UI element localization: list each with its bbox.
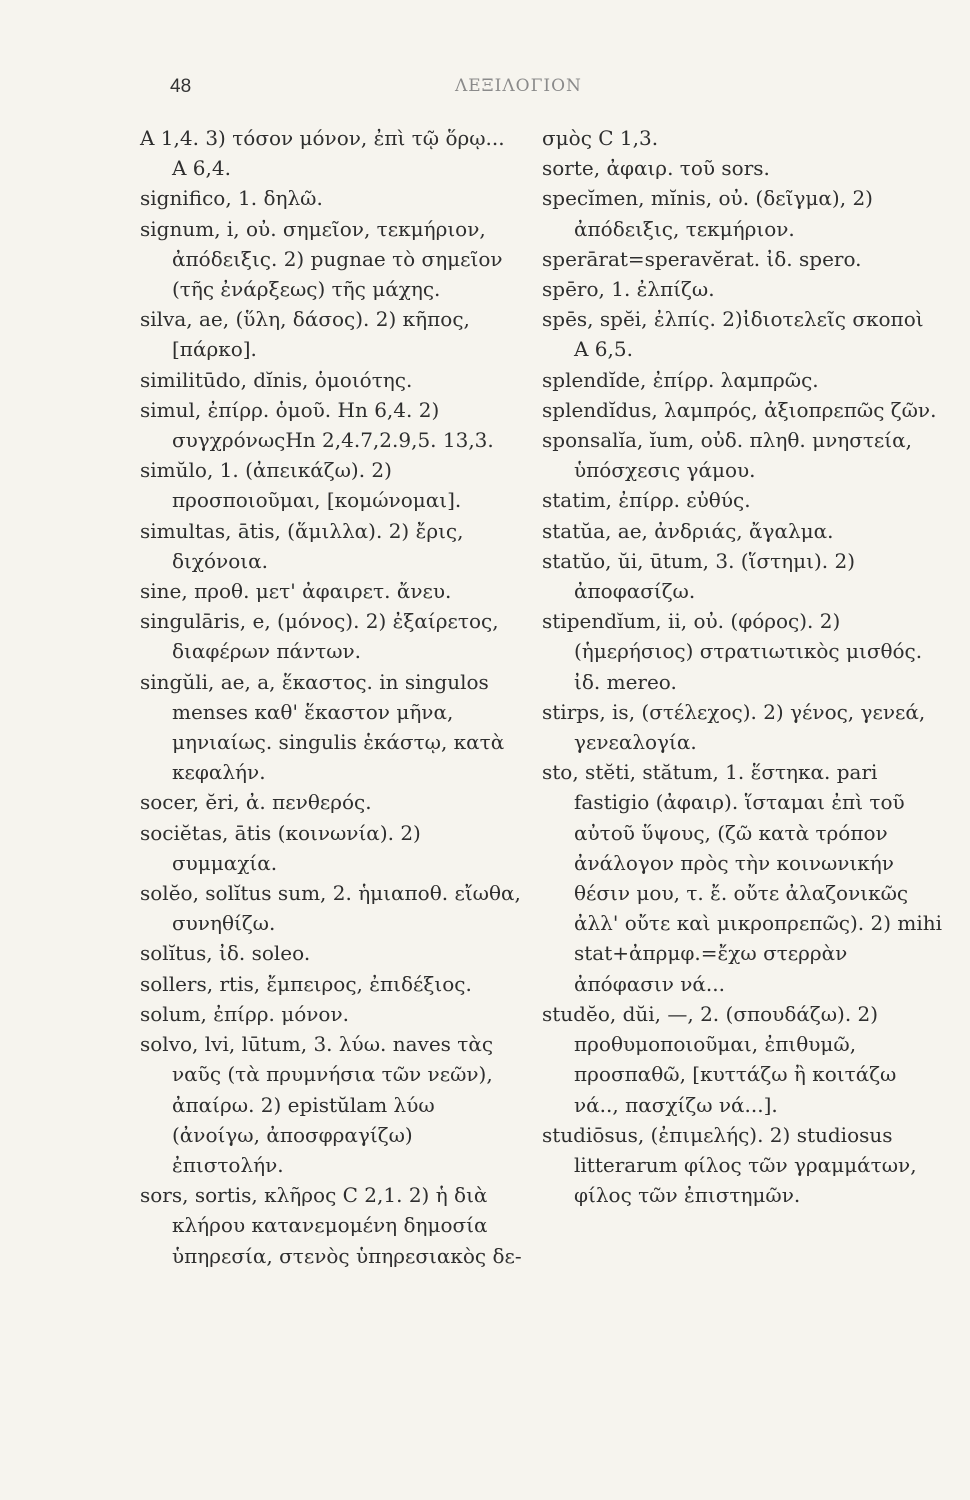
entry: sperārat=speravĕrat. ἰδ. spero. xyxy=(542,246,862,271)
entry: statŭa, ae, ἀνδριάς, ἄγαλμα. xyxy=(542,518,834,543)
entry: σμὸς C 1,3. xyxy=(542,126,659,150)
entry: solĕo, solĭtus sum, 2. ἡμιαποθ. εἴωθα, συνηθίζω. xyxy=(140,881,521,936)
left-column xyxy=(140,123,525,1271)
entry: Α 1,4. 3) τόσον μόνον, ἐπὶ τῷ ὅρῳ... Α 6,4. xyxy=(140,126,505,181)
entry: specĭmen, mĭnis, οὐ. (δεῖγμα), 2) ἀπόδειξις, τεκμήριον. xyxy=(542,186,873,241)
entry: solum, ἐπίρρ. μόνον. xyxy=(140,1001,349,1026)
entry: sollers, rtis, ἔμπειρος, ἐπιδέξιος. xyxy=(140,971,472,996)
entry: sto, stĕti, stătum, 1. ἕστηκα. pari fastigio (ἀφαιρ). ἵσταμαι ἐπὶ τοῦ αὐτοῦ ὕψους, (ζῶ κατὰ τρόπον ἀνάλογον πρὸς τὴν κοινωνικήν θέσιν μου, τ. ἔ. οὔτε ἀλαζονικῶς ἀλλ' οὔτε καὶ μικροπρεπῶς). 2) mihi stat+ἀπρμφ.=ἔχω στερρὰν ἀπόφασιν νά... xyxy=(542,760,942,996)
entry: studiōsus, (ἐπιμελής). 2) studiosus litterarum φίλος τῶν γραμμάτων, φίλος τῶν ἐπιστημῶν. xyxy=(542,1122,917,1208)
entry: simŭlo, 1. (ἀπεικάζω). 2) προσποιοῦμαι, [κομώνομαι]. xyxy=(140,458,462,513)
entry: spēs, spĕi, ἐλπίς. 2)ἰδιοτελεῖς σκοποὶ Α 6,5. xyxy=(542,307,924,362)
entry: stipendĭum, ii, οὐ. (φόρος). 2) (ἡμερήσιος) στρατιωτικὸς μισθός. ἰδ. mereo. xyxy=(542,609,923,694)
entry: splendĭdus, λαμπρός, ἀξιοπρεπῶς ζῶν. xyxy=(542,397,937,422)
entry: socer, ĕri, ἀ. πενθερός. xyxy=(140,790,372,815)
entry: singulāris, e, (μόνος). 2) ἐξαίρετος, διαφέρων πάντων. xyxy=(140,609,499,664)
entry: sociĕtas, ātis (κοινωνία). 2) συμμαχία. xyxy=(140,820,421,875)
right-column xyxy=(542,123,942,1210)
entry: silva, ae, (ὕλη, δάσος). 2) κῆπος, [πάρκο]. xyxy=(140,307,470,362)
page-number: 48 xyxy=(170,76,192,97)
entry: studĕo, dŭi, —, 2. (σπουδάζω). 2) προθυμοποιοῦμαι, ἐπιθυμῶ, προσπαθῶ, [κυττάζω ἢ κοιτάζω νά.., πασχίζω νά...]. xyxy=(542,1001,897,1117)
entry: solĭtus, ἰδ. soleo. xyxy=(140,941,311,966)
entry: sors, sortis, κλῆρος C 2,1. 2) ἡ διὰ κλήρου κατανεμομένη δημοσία ὑπηρεσία, στενὸς ὑπηρεσιακὸς δε- xyxy=(140,1183,522,1268)
entry: signum, i, οὐ. σημεῖον, τεκμήριον, ἀπόδειξις. 2) pugnae τὸ σημεῖον (τῆς ἐνάρξεως) τῆς μάχης. xyxy=(140,216,503,302)
entry: simultas, ātis, (ἅμιλλα). 2) ἔρις, διχόνοια. xyxy=(140,518,464,573)
entry: singŭli, ae, a, ἕκαστος. in singulos menses καθ' ἕκαστον μῆνα, μηνιαίως. singulis ἑκάστῳ, κατὰ κεφαλήν. xyxy=(140,669,505,785)
entry: spēro, 1. ἐλπίζω. xyxy=(542,277,715,302)
entry: significo, 1. δηλῶ. xyxy=(140,186,323,211)
running-head: ΛΕΞΙΛΟΓΙΟΝ xyxy=(455,76,582,96)
entry: sorte, ἀφαιρ. τοῦ sors. xyxy=(542,156,770,181)
entry: statŭo, ŭi, ūtum, 3. (ἵστημι). 2) ἀποφασίζω. xyxy=(542,548,856,604)
entry: stirps, is, (στέλεχος). 2) γένος, γενεά, γενεαλογία. xyxy=(542,699,926,755)
entry: splendĭde, ἐπίρρ. λαμπρῶς. xyxy=(542,367,819,392)
entry: similitūdo, dĭnis, ὁμοιότης. xyxy=(140,367,413,392)
entry: statim, ἐπίρρ. εὐθύς. xyxy=(542,488,751,513)
entry: sine, προθ. μετ' ἀφαιρετ. ἄνευ. xyxy=(140,579,452,604)
entry: simul, ἐπίρρ. ὁμοῦ. Ηn 6,4. 2) συγχρόνωςΗn 2,4.7,2.9,5. 13,3. xyxy=(140,397,494,453)
entry: sponsalĭa, ĭum, οὐδ. πληθ. μνηστεία, ὑπόσχεσις γάμου. xyxy=(542,428,912,483)
entry: solvo, lvi, lūtum, 3. λύω. naves τὰς ναῦς (τὰ πρυμνήσια τῶν νεῶν), ἀπαίρω. 2) epistŭlam λύω (ἀνοίγω, ἀποσφραγίζω) ἐπιστολήν. xyxy=(140,1032,494,1177)
